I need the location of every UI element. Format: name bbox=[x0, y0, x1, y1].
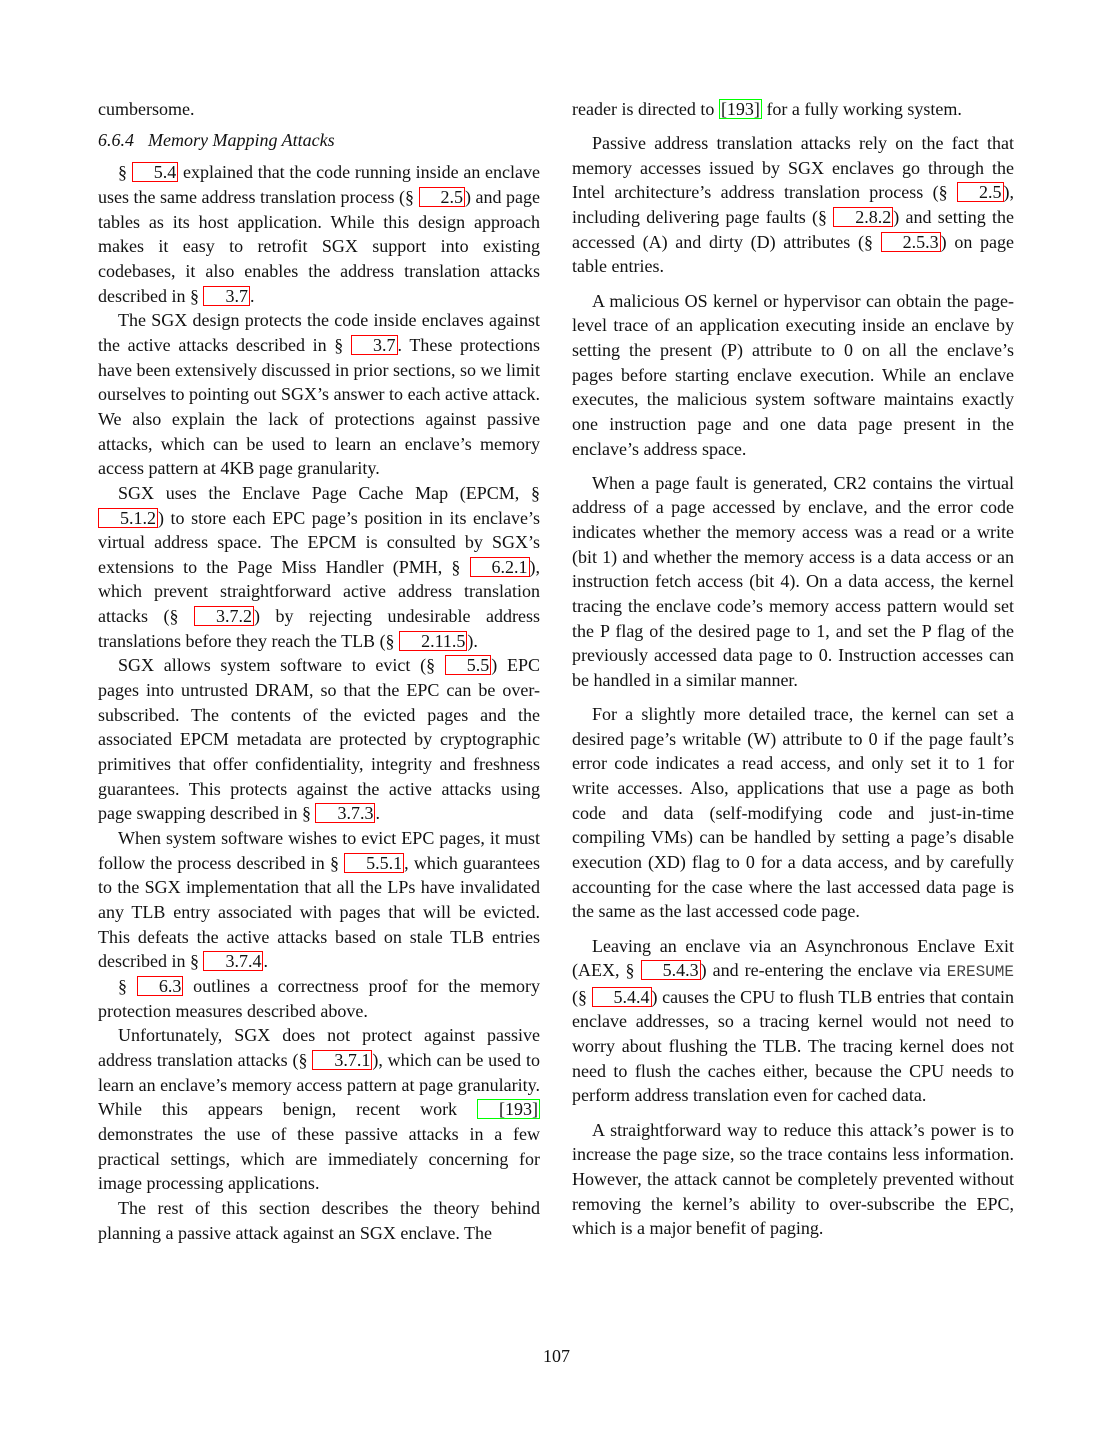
section-ref-link[interactable]: 3.7.3 bbox=[315, 803, 375, 823]
section-ref-link[interactable]: 5.4 bbox=[132, 162, 179, 182]
section-ref-link[interactable]: 6.2.1 bbox=[470, 557, 530, 577]
section-ref-link[interactable]: 6.3 bbox=[137, 976, 184, 996]
section-ref-link[interactable]: 2.5 bbox=[419, 187, 466, 207]
page-number: 107 bbox=[543, 1346, 570, 1366]
paragraph: A malicious OS kernel or hypervisor can obtain the page-level trace of an application executing inside an enclave by setting the present (P) attribute to 0 on all the enclave’s pages before starting enclave execution. While an enclave executes, the malicious system software maintains exactly one instruction page and one data page present in the enclave’s address space. bbox=[572, 290, 1014, 459]
citation-link[interactable]: [193] bbox=[720, 99, 760, 119]
paragraph: The rest of this section describes the theory behind planning a passive attack against an SGX enclave. The bbox=[98, 1197, 540, 1243]
paragraph: SGX allows system software to evict (§ 5.5 ) EPC pages into untrusted DRAM, so that the EPC can be over-subscribed. The contents of the evicted pages and the associated EPCM metadata are protected by cryptographic primitives that offer confidentiality, integrity and freshness guarantees. This protects against the active attacks using page swapping described in § 3.7.3 . bbox=[98, 655, 540, 824]
section-ref-link[interactable]: 5.1.2 bbox=[98, 508, 158, 528]
section-ref-link[interactable]: 3.7.4 bbox=[203, 951, 263, 971]
paragraph: § 5.4 explained that the code running inside an enclave uses the same address translation process (§ 2.5 ) and page tables as its host application. While this design approach makes it easy to retrofit SGX support into existing codebases, it also enables the address translation attacks described in § 3.7 . bbox=[98, 162, 541, 306]
section-ref-link[interactable]: 5.4.4 bbox=[592, 987, 652, 1007]
code-term: ERESUME bbox=[946, 963, 1014, 982]
paragraph: A straightforward way to reduce this attack’s power is to increase the page size, so the trace contains less information. However, the attack cannot be completely prevented without removing the kernel’s ability to over-subscribe the EPC, which is a major benefit of paging. bbox=[572, 1119, 1014, 1239]
paragraph: Leaving an enclave via an Asynchronous Enclave Exit (AEX, § 5.4.3 ) and re-entering the enclave via ERESUME (§ 5.4.4 ) causes the CPU to flush TLB entries that contain enclave addresses, so a tracing kernel would not need to worry about flushing the TLB. The tracing kernel does not need to flush the caches either, because the CPU needs to perform address translation even for cached data. bbox=[572, 935, 1014, 1106]
paragraph: Passive address translation attacks rely on the fact that memory accesses issued by SGX enclaves go through the Intel architecture’s address translation process (§ 2.5 ), including delivering page faults (§ 2.8.2 ) and setting the accessed (A) and dirty (D) attributes (§ 2.5.3 ) on page table entries. bbox=[572, 133, 1014, 277]
paragraph: The SGX design protects the code inside enclaves against the active attacks described in § 3.7 . These protections have been extensively discussed in prior sections, so we limit ourselves to pointing out SGX’s answer to each active attack. We also explain the lack of protections against passive attacks, which can be used to learn an enclave’s memory access pattern at 4KB page granularity. bbox=[98, 310, 540, 479]
paragraph: For a slightly more detailed trace, the kernel can set a desired page’s writable (W) attribute to 0 if the page fault’s error code indicates a read access, and only set it to 1 for write accesses. Also, applications that use a page as both code and data (self-modifying code and just-in-time compiling VMs) can be handled by setting a page’s disable execution (XD) flag to 0 for a data access, and by carefully accounting for the case where the last accessed data page is the same as the last accessed code page. bbox=[572, 704, 1014, 922]
section-ref-link[interactable]: 2.5.3 bbox=[881, 232, 941, 252]
right-paragraphs bbox=[572, 131, 1014, 1241]
section-heading bbox=[98, 128, 540, 153]
section-ref-link[interactable]: 3.7 bbox=[203, 286, 250, 306]
section-ref-link[interactable]: 3.7.2 bbox=[194, 606, 254, 626]
section-ref-link[interactable]: 5.4.3 bbox=[641, 960, 701, 980]
section-number: 6.6.4 bbox=[98, 129, 134, 150]
section-title: Memory Mapping Attacks bbox=[148, 129, 335, 150]
section-ref-link[interactable]: 3.7 bbox=[351, 335, 398, 355]
section-ref-link[interactable]: 2.8.2 bbox=[833, 207, 893, 227]
section-ref-link[interactable]: 2.5 bbox=[957, 182, 1004, 202]
intro-paragraph: cumbersome. bbox=[98, 99, 195, 119]
paragraph: When a page fault is generated, CR2 contains the virtual address of a page accessed by enclave, and the error code indicates whether the memory access was a read or a write (bit 1) and whether the memory access is a data access or an instruction fetch access (bit 4). On a data access, the kernel tracing the enclave code’s memory access pattern would set the P flag of the desired page to 1, and set the P flag of the previously accessed data page to 0. Instruction accesses can be handled in a similar manner. bbox=[572, 472, 1014, 690]
paragraph: When system software wishes to evict EPC pages, it must follow the process described in § 5.5.1 , which guarantees to the SGX implementation that all the LPs have invalidated any TLB entry associated with pages that will be evicted. This defeats the active attacks based on stale TLB entries described in § 3.7.4 . bbox=[98, 828, 541, 972]
paragraph: § 6.3 outlines a correctness proof for the memory protection measures described above. bbox=[98, 975, 540, 1021]
section-ref-link[interactable]: 5.5.1 bbox=[344, 853, 404, 873]
section-ref-link[interactable]: 3.7.1 bbox=[312, 1050, 372, 1070]
left-paragraphs bbox=[98, 160, 540, 1245]
right-column bbox=[572, 97, 1014, 1250]
paragraph: SGX uses the Enclave Page Cache Map (EPCM, § 5.1.2 ) to store each EPC page’s position in its enclave’s virtual address space. The EPCM is consulted by SGX’s extensions to the Page Miss Handler (PMH, § 6.2.1 ), which prevent straightforward active address translation attacks (§ 3.7.2 ) by rejecting undesirable address translations before they reach the TLB (§ 2.11.5 ). bbox=[98, 482, 540, 651]
intro-paragraph: reader is directed to [193] for a fully working system. bbox=[572, 99, 962, 119]
citation-link[interactable]: [193] bbox=[477, 1099, 540, 1119]
left-column bbox=[98, 97, 540, 1245]
section-ref-link[interactable]: 5.5 bbox=[445, 655, 492, 675]
paragraph: Unfortunately, SGX does not protect against passive address translation attacks (§ 3.7.1 ), which can be used to learn an enclave’s memory access pattern at page granularity. While this appears benign, recent work [193] demonstrates the use of these passive attacks in a few practical settings, which are immediately concerning for image processing applications. bbox=[98, 1025, 541, 1194]
section-ref-link[interactable]: 2.11.5 bbox=[399, 631, 467, 651]
